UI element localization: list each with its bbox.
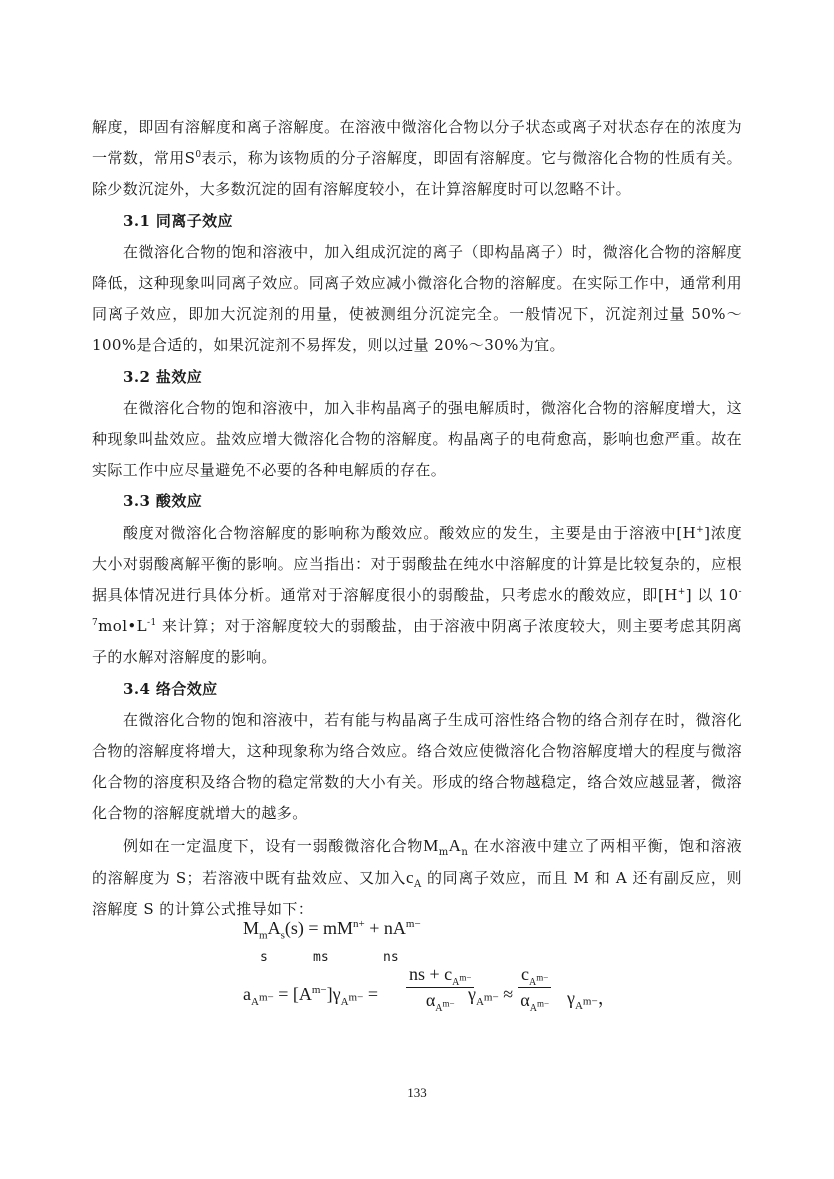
concentration-ns: ns	[383, 950, 399, 965]
section-heading-3-3: 3.3 酸效应	[123, 492, 203, 511]
fraction-total: ns + $c_{A^{m-}}$ $\alpha_{A^{m-}}$	[406, 964, 474, 1011]
concentration-ms: ms	[313, 950, 329, 965]
concentration-s: s	[260, 950, 268, 965]
paragraph-complex-effect: 在微溶化合物的饱和溶液中，若有能与构晶离子生成可溶性络合物的络合剂存在时，微溶化合物的溶解度将增大，这种现象称为络合效应。络合效应使微溶化合物溶解度增大的程度与微溶化合物的溶度积及络合物的稳定常数的大小有关。形成的络合物越稳定，络合效应越显著，微溶化合物的溶解度就增大的越多。	[92, 710, 742, 823]
paragraph-common-ion: 在微溶化合物的饱和溶液中，加入组成沉淀的离子（即构晶离子）时，微溶化合物的溶解度降低，这种现象叫同离子效应。同离子效应减小微溶化合物的溶解度。在实际工作中，通常利用同离子效应，即加大沉淀剂的用量，使被测组分沉淀完全。一般情况下，沉淀剂过量 50%～100%是合适的，如果沉淀剂不易挥发，则以过量 20%～30%为宜。	[92, 242, 742, 355]
section-heading-3-1: 3.1 同离子效应	[123, 211, 233, 230]
activity-mid: $\gamma_{A^{m-}}$ ≈	[468, 984, 514, 1008]
body-text	[92, 112, 742, 925]
activity-tail: $\gamma_{A^{m-}}$，	[567, 988, 616, 1012]
activity-lhs: $a_{A^{m-}} = [A^{m-}]\gamma_{A^{m-}}$ =	[243, 984, 378, 1008]
paragraph-salt-effect: 在微溶化合物的饱和溶液中，加入非构晶离子的强电解质时，微溶化合物的溶解度增大，这种现象叫盐效应。盐效应增大微溶化合物的溶解度。构晶离子的电荷愈高，影响也愈严重。故在实际工作中应尽量避免不必要的各种电解质的存在。	[92, 398, 742, 480]
section-heading-3-4: 3.4 络合效应	[123, 679, 218, 698]
fraction-approx: $c_{A^{m-}}$ $\alpha_{A^{m-}}$	[518, 964, 551, 1011]
paragraph-acid-effect: 酸度对微溶化合物溶解度的影响称为酸效应。酸效应的发生，主要是由于溶液中[H+]浓度大小对弱酸离解平衡的影响。应当指出：对于弱酸盐在纯水中溶解度的计算是比较复杂的，应根据具体情况进行具体分析。通常对于溶解度很小的弱酸盐，只考虑水的酸效应，即[H+] 以 $10^{-7}mol•L^{-1}$ 来计算；对于溶解度较大的弱酸盐，由于溶液中阴离子浓度较大，则主要考虑其阴离子的水解对溶解度的影响。	[92, 523, 742, 667]
paragraph-intro: 解度，即固有溶解度和离子溶解度。在溶液中微溶化合物以分子状态或离子对状态存在的浓度为一常数，常用$S^0$表示，称为该物质的分子溶解度，即固有溶解度。它与微溶化合物的性质有关。除少数沉淀外，大多数沉淀的固有溶解度较小，在计算溶解度时可以忽略不计。	[92, 118, 742, 199]
equilibrium-equation: $M_mA_s(s) = mM^{n+} + nA^{m-}$	[243, 918, 421, 942]
page-number: 133	[407, 1085, 427, 1100]
paragraph-example: 例如在一定温度下，设有一弱酸微溶化合物$M_mA_n$ 在水溶液中建立了两相平衡，饱和溶液的溶解度为 S；若溶液中既有盐效应、又加入$c_A$ 的同离子效应，而且 M 和 A 还有副反应，则溶解度 S 的计算公式推导如下：	[92, 835, 742, 919]
section-heading-3-2: 3.2 盐效应	[123, 367, 203, 386]
